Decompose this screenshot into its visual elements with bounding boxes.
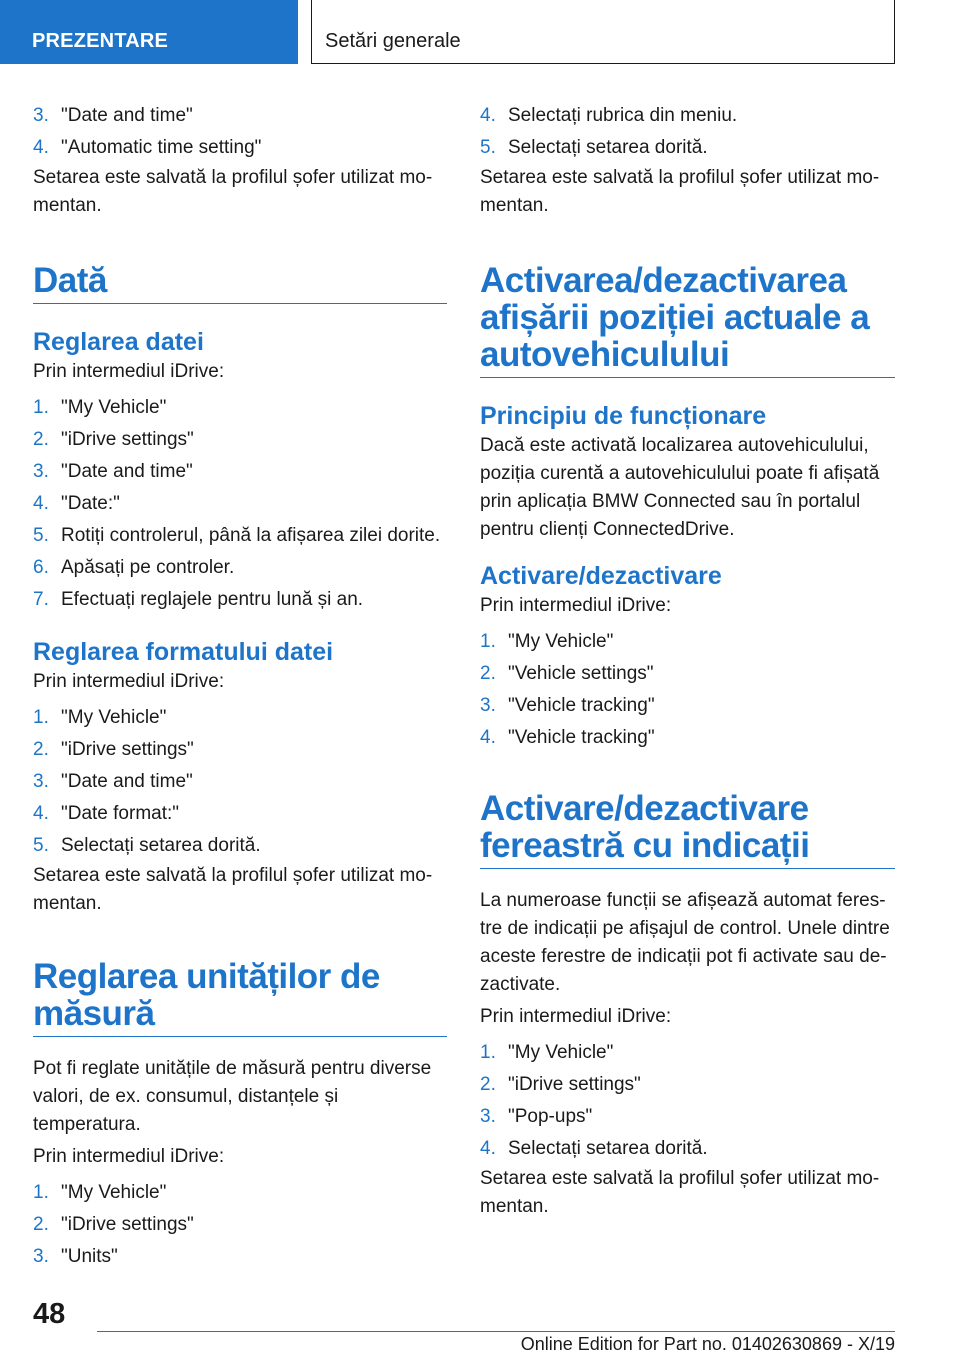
edition-note: Online Edition for Part no. 01402630869 - X/19 bbox=[520, 1334, 895, 1354]
list-item bbox=[480, 690, 895, 722]
step-text: "My Vehicle" bbox=[61, 397, 167, 418]
step-number: 5. bbox=[480, 137, 496, 158]
step-number: 2. bbox=[33, 429, 49, 450]
step-number: 3. bbox=[33, 771, 49, 792]
step-number: 4. bbox=[33, 803, 49, 824]
subheading-set-date: Reglarea datei bbox=[33, 328, 204, 356]
idrive-intro: Prin intermediul iDrive: bbox=[480, 1006, 672, 1027]
step-number: 4. bbox=[33, 137, 49, 158]
principle-text: Dacă este activată localizarea autovehiculului, poziția curentă a autovehiculului poate fi afișată prin aplicația BMW Connected sau în portalul pentru clienți ConnectedDrive. bbox=[480, 435, 880, 540]
list-item bbox=[33, 1241, 447, 1273]
step-list bbox=[480, 626, 895, 754]
units-description: Pot fi reglate unitățile de măsură pentru diverse valori, de ex. consumul, distanțele și temperatura. bbox=[33, 1058, 432, 1135]
step-text: "My Vehicle" bbox=[508, 1042, 614, 1063]
step-text: Selectați rubrica din meniu. bbox=[508, 105, 738, 126]
step-number: 3. bbox=[480, 695, 496, 716]
step-text: "Date and time" bbox=[61, 105, 193, 126]
list-item bbox=[33, 424, 447, 456]
save-note: Setarea este salvată la profilul șofer utilizat mo-mentan. bbox=[33, 865, 433, 914]
step-number: 7. bbox=[33, 589, 49, 610]
step-number: 2. bbox=[33, 739, 49, 760]
list-item bbox=[480, 722, 895, 754]
step-text: "Units" bbox=[61, 1246, 118, 1267]
list-item bbox=[33, 1177, 447, 1209]
save-note: Setarea este salvată la profilul șofer utilizat mo-mentan. bbox=[480, 167, 880, 216]
list-item bbox=[33, 488, 447, 520]
save-note: Setarea este salvată la profilul șofer utilizat mo-mentan. bbox=[480, 1168, 880, 1217]
step-list bbox=[480, 1037, 895, 1165]
subheading-date-format: Reglarea formatului datei bbox=[33, 638, 334, 666]
list-item bbox=[480, 100, 895, 132]
list-item bbox=[480, 1069, 895, 1101]
step-list bbox=[33, 702, 447, 862]
list-item bbox=[33, 1209, 447, 1241]
step-number: 2. bbox=[480, 1074, 496, 1095]
idrive-intro: Prin intermediul iDrive: bbox=[33, 361, 225, 382]
step-text: "Date:" bbox=[61, 493, 120, 514]
step-text: "iDrive settings" bbox=[508, 1074, 641, 1095]
step-text: Apăsați pe controler. bbox=[61, 557, 235, 578]
step-number: 4. bbox=[480, 105, 496, 126]
step-text: "Date format:" bbox=[61, 803, 180, 824]
step-list bbox=[33, 1177, 447, 1273]
step-number: 4. bbox=[33, 493, 49, 514]
step-list bbox=[33, 100, 447, 164]
step-text: Rotiți controlerul, până la afișarea zilei dorite. bbox=[61, 525, 441, 546]
list-item bbox=[480, 658, 895, 690]
subheading-toggle: Activare/dezactivare bbox=[480, 562, 722, 590]
step-number: 2. bbox=[480, 663, 496, 684]
subheading-principle: Principiu de funcționare bbox=[480, 402, 767, 430]
save-note: Setarea este salvată la profilul șofer utilizat mo-mentan. bbox=[33, 167, 433, 216]
left-column bbox=[33, 100, 447, 1273]
footer-divider bbox=[97, 1331, 895, 1332]
list-item bbox=[33, 100, 447, 132]
step-text: "iDrive settings" bbox=[61, 739, 194, 760]
idrive-intro: Prin intermediul iDrive: bbox=[33, 1146, 225, 1167]
step-text: "Vehicle tracking" bbox=[508, 695, 655, 716]
list-item bbox=[33, 520, 447, 552]
heading-units: Reglarea unităților de măsură bbox=[33, 958, 447, 1037]
step-text: "Vehicle tracking" bbox=[508, 727, 655, 748]
step-number: 4. bbox=[480, 1138, 496, 1159]
step-number: 1. bbox=[33, 707, 49, 728]
heading-vehicle-tracking: Activarea/dezactivarea afișării poziției actuale a autovehiculului bbox=[480, 262, 895, 378]
step-list bbox=[480, 100, 895, 164]
list-item bbox=[33, 132, 447, 164]
step-text: "Pop-ups" bbox=[508, 1106, 593, 1127]
step-list bbox=[33, 392, 447, 616]
step-number: 2. bbox=[33, 1214, 49, 1235]
list-item bbox=[33, 766, 447, 798]
step-text: "My Vehicle" bbox=[508, 631, 614, 652]
step-text: "Date and time" bbox=[61, 771, 193, 792]
idrive-intro: Prin intermediul iDrive: bbox=[480, 595, 672, 616]
step-text: "My Vehicle" bbox=[61, 1182, 167, 1203]
step-number: 3. bbox=[480, 1106, 496, 1127]
list-item bbox=[480, 1037, 895, 1069]
list-item bbox=[480, 626, 895, 658]
step-number: 4. bbox=[480, 727, 496, 748]
list-item bbox=[33, 702, 447, 734]
page-number: 48 bbox=[33, 1298, 66, 1330]
list-item bbox=[33, 584, 447, 616]
step-number: 6. bbox=[33, 557, 49, 578]
list-item bbox=[33, 552, 447, 584]
step-text: "iDrive settings" bbox=[61, 1214, 194, 1235]
step-number: 3. bbox=[33, 105, 49, 126]
list-item bbox=[480, 132, 895, 164]
step-number: 1. bbox=[480, 631, 496, 652]
step-text: "iDrive settings" bbox=[61, 429, 194, 450]
right-column bbox=[480, 100, 895, 1221]
list-item bbox=[480, 1101, 895, 1133]
list-item bbox=[480, 1133, 895, 1165]
list-item bbox=[33, 830, 447, 862]
step-text: "Automatic time setting" bbox=[61, 137, 262, 158]
popup-description: La numeroase funcții se afișează automat feres-tre de indicații pe afișajul de control. Unele dintre aceste ferestre de indicații pot fi activate sau de-zactivate. bbox=[480, 890, 890, 995]
step-text: "My Vehicle" bbox=[61, 707, 167, 728]
step-number: 3. bbox=[33, 1246, 49, 1267]
step-text: Efectuați reglajele pentru lună și an. bbox=[61, 589, 364, 610]
list-item bbox=[33, 734, 447, 766]
section-title: Setări generale bbox=[311, 0, 895, 64]
step-number: 5. bbox=[33, 525, 49, 546]
heading-popups: Activare/dezactivare fereastră cu indicații bbox=[480, 790, 895, 869]
idrive-intro: Prin intermediul iDrive: bbox=[33, 671, 225, 692]
step-number: 1. bbox=[33, 1182, 49, 1203]
step-number: 1. bbox=[33, 397, 49, 418]
step-text: "Date and time" bbox=[61, 461, 193, 482]
step-text: "Vehicle settings" bbox=[508, 663, 654, 684]
step-text: Selectați setarea dorită. bbox=[61, 835, 261, 856]
heading-date: Dată bbox=[33, 262, 447, 304]
step-number: 5. bbox=[33, 835, 49, 856]
list-item bbox=[33, 456, 447, 488]
step-number: 1. bbox=[480, 1042, 496, 1063]
chapter-tab: PREZENTARE bbox=[0, 0, 298, 64]
step-text: Selectați setarea dorită. bbox=[508, 1138, 708, 1159]
list-item bbox=[33, 798, 447, 830]
step-number: 3. bbox=[33, 461, 49, 482]
step-text: Selectați setarea dorită. bbox=[508, 137, 708, 158]
list-item bbox=[33, 392, 447, 424]
